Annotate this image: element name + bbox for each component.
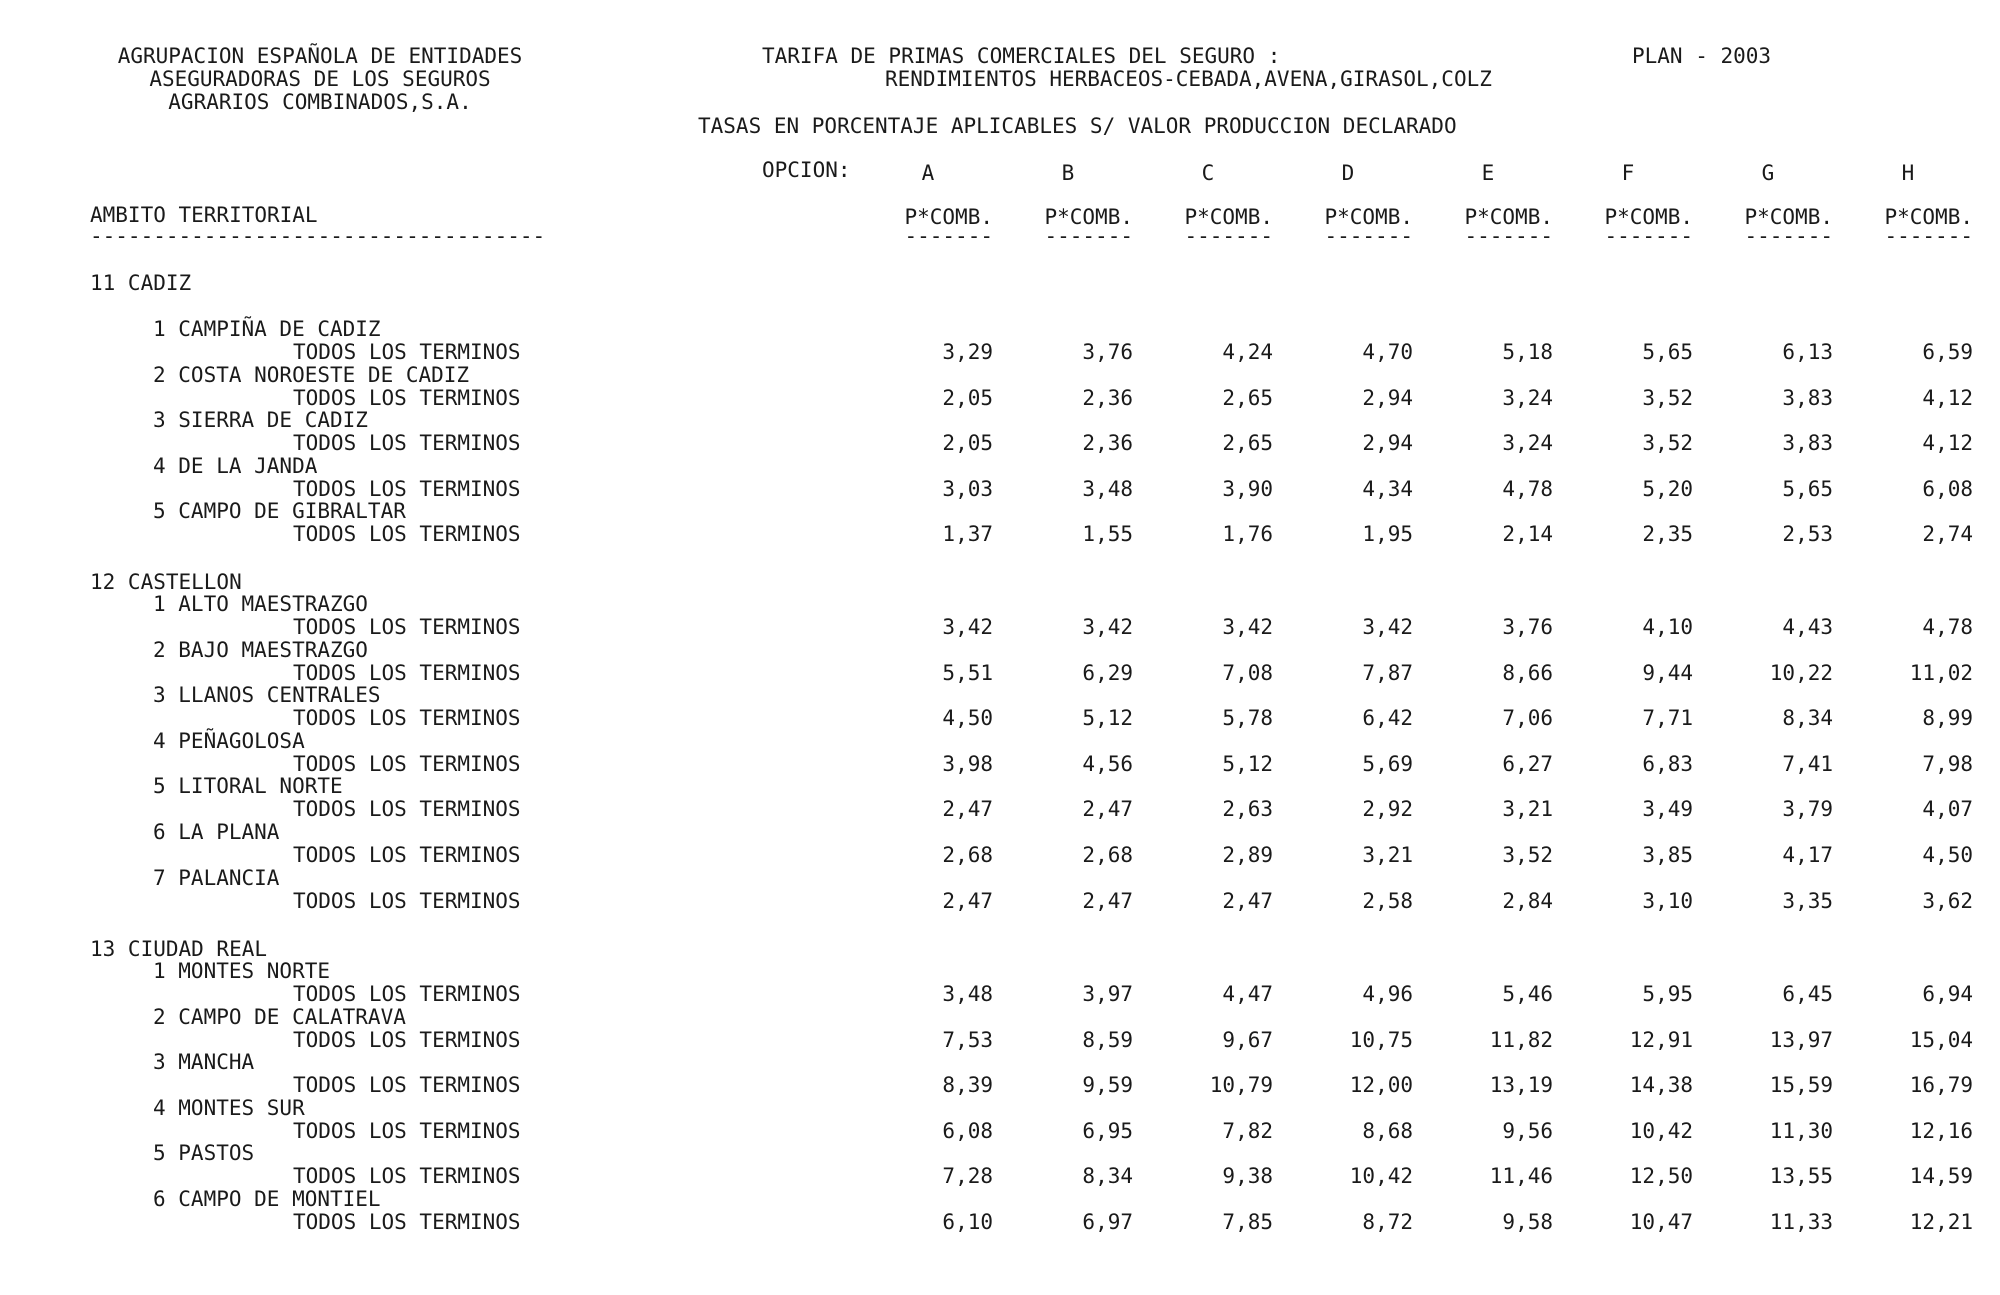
column-header-h: P*COMB. — [1884, 205, 1973, 229]
zone-name: 2 COSTA NOROESTE DE CADIZ — [153, 362, 470, 387]
column-rule-b: ------- — [1044, 224, 1133, 248]
terms-label: TODOS LOS TERMINOS — [293, 385, 521, 410]
terms-label: TODOS LOS TERMINOS — [293, 431, 521, 456]
column-rule-a: ------- — [904, 224, 993, 248]
rate-cell-b: 5,12 — [1082, 706, 1133, 731]
rate-cell-g: 6,45 — [1782, 982, 1833, 1006]
rate-cell-f: 5,65 — [1642, 340, 1693, 364]
terms-label: TODOS LOS TERMINOS — [293, 797, 521, 822]
rate-cell-f: 3,52 — [1642, 385, 1693, 410]
rate-cell-b: 2,36 — [1082, 431, 1133, 456]
rate-cell-a: 6,08 — [942, 1118, 993, 1143]
rate-cell-c: 7,82 — [1222, 1118, 1273, 1143]
rate-cell-e: 6,27 — [1502, 751, 1553, 776]
plan-label: PLAN - 2003 — [1632, 44, 1772, 68]
rate-cell-g: 7,41 — [1782, 751, 1833, 776]
zone-name: 6 CAMPO DE MONTIEL — [153, 1187, 381, 1211]
rate-cell-c: 3,90 — [1222, 476, 1273, 501]
rate-cell-a: 3,03 — [942, 476, 993, 501]
option-label: OPCION: — [762, 158, 851, 182]
rate-cell-d: 3,21 — [1362, 843, 1413, 867]
column-rule-h: ------- — [1884, 224, 1973, 248]
rate-cell-c: 9,67 — [1222, 1027, 1273, 1052]
rate-cell-c: 1,76 — [1222, 522, 1273, 547]
column-rule-g: ------- — [1744, 224, 1833, 248]
rate-cell-h: 6,08 — [1922, 476, 1973, 501]
rate-cell-h: 6,59 — [1922, 340, 1973, 364]
zone-name: 3 LLANOS CENTRALES — [153, 683, 381, 708]
rate-cell-h: 4,07 — [1922, 797, 1973, 822]
rate-cell-c: 7,08 — [1222, 660, 1273, 685]
rate-cell-a: 2,47 — [942, 797, 993, 822]
rate-cell-g: 2,53 — [1782, 522, 1833, 547]
zone-name: 2 BAJO MAESTRAZGO — [153, 637, 368, 662]
rate-cell-f: 9,44 — [1642, 660, 1693, 685]
rate-cell-b: 9,59 — [1082, 1073, 1133, 1098]
rate-cell-h: 8,99 — [1922, 706, 1973, 731]
rate-cell-e: 3,52 — [1502, 843, 1553, 867]
rate-cell-d: 2,92 — [1362, 797, 1413, 822]
zone-name: 1 MONTES NORTE — [153, 959, 331, 983]
rate-cell-f: 4,10 — [1642, 615, 1693, 639]
rate-cell-e: 8,66 — [1502, 660, 1553, 685]
rate-cell-h: 15,04 — [1909, 1027, 1973, 1052]
rate-cell-h: 6,94 — [1922, 982, 1973, 1006]
rate-cell-e: 5,46 — [1502, 982, 1553, 1006]
rate-cell-h: 12,16 — [1909, 1118, 1973, 1143]
option-h-label: H — [1901, 161, 1915, 185]
rate-cell-g: 3,79 — [1782, 797, 1833, 822]
column-header-g: P*COMB. — [1744, 205, 1833, 229]
rate-cell-f: 5,20 — [1642, 476, 1693, 501]
rate-cell-h: 7,98 — [1922, 751, 1973, 776]
rate-cell-e: 3,21 — [1502, 797, 1553, 822]
province-heading: 11 CADIZ — [90, 271, 192, 295]
column-header-f: P*COMB. — [1604, 205, 1693, 229]
rate-cell-d: 12,00 — [1349, 1073, 1413, 1098]
rate-cell-d: 1,95 — [1362, 522, 1413, 547]
zone-name: 1 ALTO MAESTRAZGO — [153, 592, 368, 616]
zone-name: 4 DE LA JANDA — [153, 453, 318, 478]
rate-cell-b: 1,55 — [1082, 522, 1133, 547]
rate-cell-h: 12,21 — [1909, 1210, 1973, 1234]
rate-cell-a: 2,68 — [942, 843, 993, 867]
rate-cell-h: 14,59 — [1909, 1164, 1973, 1189]
rate-cell-g: 3,35 — [1782, 888, 1833, 913]
rate-cell-f: 14,38 — [1629, 1073, 1693, 1098]
option-b-label: B — [1061, 161, 1075, 185]
zone-name: 5 PASTOS — [153, 1141, 255, 1166]
province-heading: 13 CIUDAD REAL — [90, 937, 268, 961]
rate-cell-b: 4,56 — [1082, 751, 1133, 776]
rate-cell-e: 11,46 — [1489, 1164, 1553, 1189]
rate-cell-d: 10,75 — [1349, 1027, 1413, 1052]
rate-cell-a: 3,48 — [942, 982, 993, 1006]
terms-label: TODOS LOS TERMINOS — [293, 615, 521, 639]
terms-label: TODOS LOS TERMINOS — [293, 1073, 521, 1098]
zone-name: 6 LA PLANA — [153, 820, 280, 844]
rate-cell-b: 2,36 — [1082, 385, 1133, 410]
rate-cell-c: 9,38 — [1222, 1164, 1273, 1189]
terms-label: TODOS LOS TERMINOS — [293, 1027, 521, 1052]
terms-label: TODOS LOS TERMINOS — [293, 522, 521, 547]
rate-cell-d: 6,42 — [1362, 706, 1413, 731]
terms-label: TODOS LOS TERMINOS — [293, 1164, 521, 1189]
rate-cell-h: 4,78 — [1922, 615, 1973, 639]
zone-name: 5 LITORAL NORTE — [153, 774, 343, 799]
organization-line-3: AGRARIOS COMBINADOS,S.A. — [168, 90, 472, 114]
rate-cell-b: 3,48 — [1082, 476, 1133, 501]
rate-cell-g: 11,33 — [1769, 1210, 1833, 1234]
rate-cell-f: 6,83 — [1642, 751, 1693, 776]
rate-cell-f: 10,42 — [1629, 1118, 1693, 1143]
rate-cell-b: 6,97 — [1082, 1210, 1133, 1234]
rate-cell-e: 3,24 — [1502, 431, 1553, 456]
rate-cell-d: 4,34 — [1362, 476, 1413, 501]
rate-cell-a: 2,47 — [942, 888, 993, 913]
rate-cell-g: 3,83 — [1782, 385, 1833, 410]
terms-label: TODOS LOS TERMINOS — [293, 888, 521, 913]
rate-cell-c: 2,89 — [1222, 843, 1273, 867]
terms-label: TODOS LOS TERMINOS — [293, 751, 521, 776]
rate-cell-a: 3,98 — [942, 751, 993, 776]
rate-cell-a: 6,10 — [942, 1210, 993, 1234]
option-c-label: C — [1201, 161, 1215, 185]
terms-label: TODOS LOS TERMINOS — [293, 660, 521, 685]
rate-cell-e: 7,06 — [1502, 706, 1553, 731]
terms-label: TODOS LOS TERMINOS — [293, 843, 521, 867]
rate-cell-a: 2,05 — [942, 385, 993, 410]
column-header-e: P*COMB. — [1464, 205, 1553, 229]
rate-cell-g: 10,22 — [1769, 660, 1833, 685]
rate-cell-c: 10,79 — [1209, 1073, 1273, 1098]
rate-cell-d: 8,72 — [1362, 1210, 1413, 1234]
rate-cell-d: 2,94 — [1362, 431, 1413, 456]
rate-cell-d: 3,42 — [1362, 615, 1413, 639]
rate-cell-a: 4,50 — [942, 706, 993, 731]
column-header-d: P*COMB. — [1324, 205, 1413, 229]
rate-cell-f: 3,85 — [1642, 843, 1693, 867]
rate-cell-d: 10,42 — [1349, 1164, 1413, 1189]
rate-cell-a: 8,39 — [942, 1073, 993, 1098]
rate-cell-a: 5,51 — [942, 660, 993, 685]
rate-cell-h: 2,74 — [1922, 522, 1973, 547]
option-e-label: E — [1481, 161, 1495, 185]
rate-cell-a: 7,53 — [942, 1027, 993, 1052]
rate-cell-d: 4,96 — [1362, 982, 1413, 1006]
column-rule-e: ------- — [1464, 224, 1553, 248]
rate-cell-g: 3,83 — [1782, 431, 1833, 456]
rate-cell-e: 2,84 — [1502, 888, 1553, 913]
rate-cell-g: 15,59 — [1769, 1073, 1833, 1098]
rate-cell-b: 2,68 — [1082, 843, 1133, 867]
tariff-subtitle: RENDIMIENTOS HERBACEOS-CEBADA,AVENA,GIRASOL,COLZ — [885, 67, 1492, 91]
rate-cell-c: 4,24 — [1222, 340, 1273, 364]
rate-cell-a: 2,05 — [942, 431, 993, 456]
rate-cell-f: 2,35 — [1642, 522, 1693, 547]
rate-cell-a: 3,42 — [942, 615, 993, 639]
rate-cell-d: 5,69 — [1362, 751, 1413, 776]
rate-cell-f: 5,95 — [1642, 982, 1693, 1006]
rate-cell-e: 3,76 — [1502, 615, 1553, 639]
rate-cell-d: 4,70 — [1362, 340, 1413, 364]
organization-line-1: AGRUPACION ESPAÑOLA DE ENTIDADES — [117, 44, 523, 68]
rate-cell-b: 6,95 — [1082, 1118, 1133, 1143]
rate-cell-g: 4,43 — [1782, 615, 1833, 639]
rate-cell-h: 4,12 — [1922, 431, 1973, 456]
rate-cell-h: 16,79 — [1909, 1073, 1973, 1098]
rate-cell-e: 2,14 — [1502, 522, 1553, 547]
territory-header: AMBITO TERRITORIAL — [90, 203, 318, 227]
rate-cell-b: 3,97 — [1082, 982, 1133, 1006]
rate-cell-d: 2,94 — [1362, 385, 1413, 410]
terms-label: TODOS LOS TERMINOS — [293, 1118, 521, 1143]
zone-name: 7 PALANCIA — [153, 865, 280, 890]
rate-cell-g: 5,65 — [1782, 476, 1833, 501]
rate-cell-f: 12,91 — [1629, 1027, 1693, 1052]
rate-cell-g: 13,55 — [1769, 1164, 1833, 1189]
terms-label: TODOS LOS TERMINOS — [293, 340, 521, 364]
column-rule-f: ------- — [1604, 224, 1693, 248]
province-heading: 12 CASTELLON — [90, 570, 242, 594]
terms-label: TODOS LOS TERMINOS — [293, 982, 521, 1006]
rate-cell-c: 2,65 — [1222, 385, 1273, 410]
rate-cell-c: 2,65 — [1222, 431, 1273, 456]
option-g-label: G — [1761, 161, 1775, 185]
rate-cell-b: 8,59 — [1082, 1027, 1133, 1052]
terms-label: TODOS LOS TERMINOS — [293, 476, 521, 501]
column-header-a: P*COMB. — [904, 205, 993, 229]
rate-cell-c: 3,42 — [1222, 615, 1273, 639]
rate-cell-f: 3,49 — [1642, 797, 1693, 822]
territory-header-rule: ------------------------------------ — [90, 226, 546, 247]
rate-cell-b: 2,47 — [1082, 797, 1133, 822]
rate-cell-d: 7,87 — [1362, 660, 1413, 685]
rate-cell-f: 3,10 — [1642, 888, 1693, 913]
rate-cell-h: 4,12 — [1922, 385, 1973, 410]
zone-name: 4 MONTES SUR — [153, 1095, 305, 1120]
rate-cell-f: 7,71 — [1642, 706, 1693, 731]
rate-cell-f: 10,47 — [1629, 1210, 1693, 1234]
rate-cell-b: 3,76 — [1082, 340, 1133, 364]
rate-cell-e: 5,18 — [1502, 340, 1553, 364]
rate-cell-e: 4,78 — [1502, 476, 1553, 501]
rate-cell-g: 6,13 — [1782, 340, 1833, 364]
rate-cell-c: 2,63 — [1222, 797, 1273, 822]
zone-name: 3 MANCHA — [153, 1050, 255, 1075]
rate-cell-b: 3,42 — [1082, 615, 1133, 639]
option-f-label: F — [1621, 161, 1635, 185]
rate-cell-c: 5,12 — [1222, 751, 1273, 776]
rate-cell-g: 13,97 — [1769, 1027, 1833, 1052]
rate-cell-g: 8,34 — [1782, 706, 1833, 731]
rate-cell-c: 5,78 — [1222, 706, 1273, 731]
rate-cell-a: 3,29 — [942, 340, 993, 364]
zone-name: 3 SIERRA DE CADIZ — [153, 408, 368, 433]
rate-cell-g: 11,30 — [1769, 1118, 1833, 1143]
zone-name: 5 CAMPO DE GIBRALTAR — [153, 499, 406, 524]
organization-line-2: ASEGURADORAS DE LOS SEGUROS — [149, 67, 491, 91]
option-d-label: D — [1341, 161, 1355, 185]
rate-cell-d: 2,58 — [1362, 888, 1413, 913]
column-header-c: P*COMB. — [1184, 205, 1273, 229]
rate-cell-h: 11,02 — [1909, 660, 1973, 685]
rate-cell-h: 4,50 — [1922, 843, 1973, 867]
terms-label: TODOS LOS TERMINOS — [293, 706, 521, 731]
rate-cell-a: 7,28 — [942, 1164, 993, 1189]
rate-cell-e: 9,58 — [1502, 1210, 1553, 1234]
column-rule-d: ------- — [1324, 224, 1413, 248]
option-a-label: A — [921, 161, 935, 185]
rate-cell-e: 13,19 — [1489, 1073, 1553, 1098]
rate-cell-f: 3,52 — [1642, 431, 1693, 456]
rate-cell-c: 4,47 — [1222, 982, 1273, 1006]
rate-cell-b: 8,34 — [1082, 1164, 1133, 1189]
zone-name: 2 CAMPO DE CALATRAVA — [153, 1004, 406, 1029]
rate-cell-e: 9,56 — [1502, 1118, 1553, 1143]
terms-label: TODOS LOS TERMINOS — [293, 1210, 521, 1234]
rate-cell-e: 11,82 — [1489, 1027, 1553, 1052]
rate-cell-c: 2,47 — [1222, 888, 1273, 913]
rate-cell-f: 12,50 — [1629, 1164, 1693, 1189]
column-rule-c: ------- — [1184, 224, 1273, 248]
rate-cell-c: 7,85 — [1222, 1210, 1273, 1234]
rate-cell-g: 4,17 — [1782, 843, 1833, 867]
zone-name: 1 CAMPIÑA DE CADIZ — [153, 317, 381, 341]
rate-cell-b: 6,29 — [1082, 660, 1133, 685]
rates-description: TASAS EN PORCENTAJE APLICABLES S/ VALOR PRODUCCION DECLARADO — [698, 114, 1457, 138]
tariff-title: TARIFA DE PRIMAS COMERCIALES DEL SEGURO : — [762, 44, 1281, 68]
zone-name: 4 PEÑAGOLOSA — [153, 728, 305, 753]
rate-cell-b: 2,47 — [1082, 888, 1133, 913]
rate-cell-h: 3,62 — [1922, 888, 1973, 913]
rate-cell-a: 1,37 — [942, 522, 993, 547]
rate-cell-d: 8,68 — [1362, 1118, 1413, 1143]
column-header-b: P*COMB. — [1044, 205, 1133, 229]
rate-cell-e: 3,24 — [1502, 385, 1553, 410]
